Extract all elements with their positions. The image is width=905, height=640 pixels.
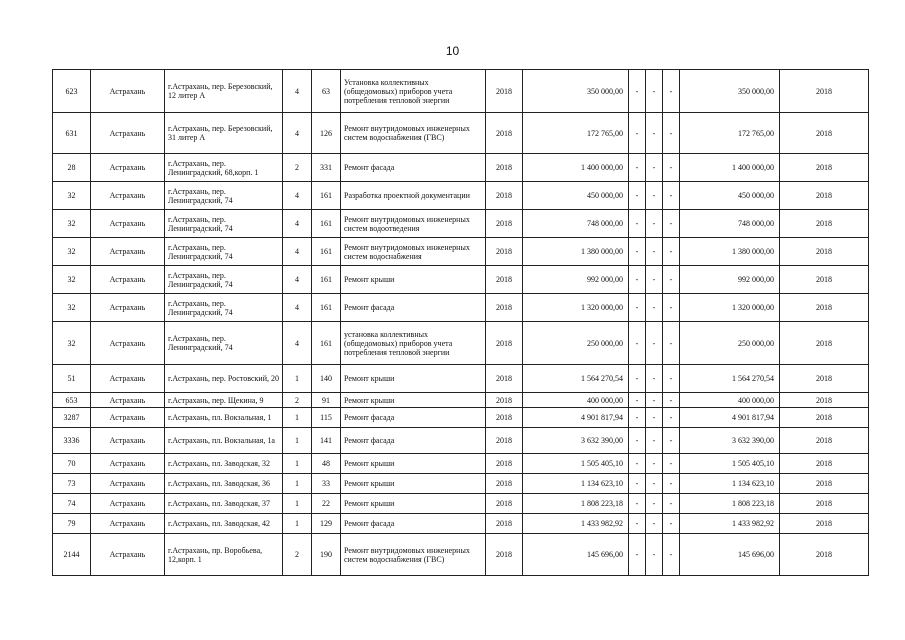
- cell-amount: 1 433 982,92: [523, 514, 629, 534]
- cell-total: 992 000,00: [680, 266, 780, 294]
- cell-work-type: Ремонт крыши: [341, 365, 486, 393]
- cell-id: 623: [53, 70, 91, 113]
- cell-amount: 350 000,00: [523, 70, 629, 113]
- cell-total: 748 000,00: [680, 210, 780, 238]
- cell-col5: 33: [312, 474, 341, 494]
- cell-dash-3: -: [663, 408, 680, 428]
- cell-dash-2: -: [646, 365, 663, 393]
- cell-city: Астрахань: [91, 393, 165, 408]
- cell-end-year: 2018: [780, 322, 869, 365]
- cell-city: Астрахань: [91, 113, 165, 154]
- table-row: [53, 210, 869, 238]
- cell-address: г.Астрахань, пер. Ленинградский, 74: [165, 210, 283, 238]
- cell-dash-1: -: [629, 428, 646, 454]
- cell-city: Астрахань: [91, 294, 165, 322]
- cell-address: г.Астрахань, пер. Ленинградский, 68,корп. 1: [165, 154, 283, 182]
- cell-year: 2018: [486, 322, 523, 365]
- cell-year: 2018: [486, 494, 523, 514]
- cell-address: г.Астрахань, пер. Ленинградский, 74: [165, 182, 283, 210]
- cell-address: г.Астрахань, пл. Заводская, 37: [165, 494, 283, 514]
- cell-dash-3: -: [663, 210, 680, 238]
- cell-city: Астрахань: [91, 238, 165, 266]
- cell-dash-3: -: [663, 365, 680, 393]
- cell-dash-1: -: [629, 70, 646, 113]
- cell-amount: 1 400 000,00: [523, 154, 629, 182]
- table-row: [53, 393, 869, 408]
- cell-dash-3: -: [663, 70, 680, 113]
- cell-work-type: Ремонт внутридомовых инженерных систем водоотведения: [341, 210, 486, 238]
- cell-dash-2: -: [646, 154, 663, 182]
- cell-total: 1 134 623,10: [680, 474, 780, 494]
- cell-dash-3: -: [663, 113, 680, 154]
- cell-total: 1 433 982,92: [680, 514, 780, 534]
- table-row: [53, 70, 869, 113]
- cell-id: 32: [53, 210, 91, 238]
- cell-col4: 1: [283, 454, 312, 474]
- cell-address: г.Астрахань, пр. Воробьева, 12,корп. 1: [165, 534, 283, 576]
- cell-amount: 1 320 000,00: [523, 294, 629, 322]
- cell-dash-3: -: [663, 294, 680, 322]
- cell-year: 2018: [486, 154, 523, 182]
- cell-col5: 48: [312, 454, 341, 474]
- cell-year: 2018: [486, 70, 523, 113]
- table-row: [53, 238, 869, 266]
- cell-col4: 2: [283, 534, 312, 576]
- cell-id: 32: [53, 294, 91, 322]
- table-row: [53, 474, 869, 494]
- cell-id: 631: [53, 113, 91, 154]
- cell-address: г.Астрахань, пл. Вокзальная, 1: [165, 408, 283, 428]
- cell-dash-2: -: [646, 428, 663, 454]
- cell-amount: 172 765,00: [523, 113, 629, 154]
- cell-amount: 1 505 405,10: [523, 454, 629, 474]
- table-row: [53, 266, 869, 294]
- cell-end-year: 2018: [780, 266, 869, 294]
- cell-col5: 161: [312, 210, 341, 238]
- cell-city: Астрахань: [91, 534, 165, 576]
- table-row: [53, 113, 869, 154]
- cell-amount: 250 000,00: [523, 322, 629, 365]
- cell-year: 2018: [486, 238, 523, 266]
- cell-city: Астрахань: [91, 494, 165, 514]
- cell-dash-2: -: [646, 534, 663, 576]
- cell-col4: 4: [283, 266, 312, 294]
- cell-id: 70: [53, 454, 91, 474]
- cell-address: г.Астрахань, пер. Ленинградский, 74: [165, 294, 283, 322]
- cell-total: 1 380 000,00: [680, 238, 780, 266]
- cell-col4: 4: [283, 182, 312, 210]
- cell-address: г.Астрахань, пер. Щекина, 9: [165, 393, 283, 408]
- cell-city: Астрахань: [91, 210, 165, 238]
- cell-id: 3287: [53, 408, 91, 428]
- cell-address: г.Астрахань, пл. Заводская, 42: [165, 514, 283, 534]
- cell-id: 74: [53, 494, 91, 514]
- cell-dash-1: -: [629, 534, 646, 576]
- cell-dash-3: -: [663, 238, 680, 266]
- cell-city: Астрахань: [91, 514, 165, 534]
- cell-col5: 190: [312, 534, 341, 576]
- cell-dash-2: -: [646, 474, 663, 494]
- cell-year: 2018: [486, 474, 523, 494]
- cell-work-type: установка коллективных (общедомовых) приборов учета потребления тепловой энергии: [341, 322, 486, 365]
- cell-address: г.Астрахань, пер. Ростовский, 20: [165, 365, 283, 393]
- cell-dash-1: -: [629, 494, 646, 514]
- cell-work-type: Установка коллективных (общедомовых) приборов учета потребления тепловой энергии: [341, 70, 486, 113]
- cell-col4: 4: [283, 294, 312, 322]
- cell-dash-1: -: [629, 238, 646, 266]
- cell-dash-3: -: [663, 266, 680, 294]
- cell-city: Астрахань: [91, 154, 165, 182]
- cell-id: 28: [53, 154, 91, 182]
- table-row: [53, 365, 869, 393]
- cell-address: г.Астрахань, пер. Ленинградский, 74: [165, 238, 283, 266]
- cell-total: 145 696,00: [680, 534, 780, 576]
- cell-address: г.Астрахань, пер. Березовский, 31 литер А: [165, 113, 283, 154]
- cell-total: 400 000,00: [680, 393, 780, 408]
- cell-address: г.Астрахань, пл. Вокзальная, 1а: [165, 428, 283, 454]
- cell-col5: 161: [312, 294, 341, 322]
- table-row: [53, 182, 869, 210]
- cell-total: 1 564 270,54: [680, 365, 780, 393]
- cell-total: 250 000,00: [680, 322, 780, 365]
- cell-dash-3: -: [663, 428, 680, 454]
- cell-end-year: 2018: [780, 393, 869, 408]
- cell-dash-1: -: [629, 514, 646, 534]
- cell-address: г.Астрахань, пер. Ленинградский, 74: [165, 266, 283, 294]
- cell-amount: 1 380 000,00: [523, 238, 629, 266]
- cell-work-type: Ремонт крыши: [341, 393, 486, 408]
- cell-col5: 63: [312, 70, 341, 113]
- cell-dash-2: -: [646, 70, 663, 113]
- cell-work-type: Ремонт крыши: [341, 454, 486, 474]
- cell-id: 32: [53, 182, 91, 210]
- cell-end-year: 2018: [780, 210, 869, 238]
- cell-dash-2: -: [646, 182, 663, 210]
- cell-dash-1: -: [629, 154, 646, 182]
- table-row: [53, 294, 869, 322]
- cell-amount: 748 000,00: [523, 210, 629, 238]
- cell-city: Астрахань: [91, 454, 165, 474]
- cell-dash-1: -: [629, 294, 646, 322]
- cell-amount: 1 134 623,10: [523, 474, 629, 494]
- cell-work-type: Ремонт внутридомовых инженерных систем водоснабжения (ГВС): [341, 534, 486, 576]
- cell-id: 3336: [53, 428, 91, 454]
- cell-id: 51: [53, 365, 91, 393]
- cell-dash-2: -: [646, 210, 663, 238]
- cell-total: 1 400 000,00: [680, 154, 780, 182]
- cell-work-type: Ремонт фасада: [341, 428, 486, 454]
- cell-end-year: 2018: [780, 294, 869, 322]
- cell-id: 73: [53, 474, 91, 494]
- cell-id: 32: [53, 322, 91, 365]
- cell-id: 32: [53, 266, 91, 294]
- cell-dash-3: -: [663, 182, 680, 210]
- cell-end-year: 2018: [780, 514, 869, 534]
- cell-col4: 1: [283, 474, 312, 494]
- cell-dash-3: -: [663, 514, 680, 534]
- cell-col5: 141: [312, 428, 341, 454]
- cell-end-year: 2018: [780, 113, 869, 154]
- cell-end-year: 2018: [780, 182, 869, 210]
- cell-id: 2144: [53, 534, 91, 576]
- cell-total: 3 632 390,00: [680, 428, 780, 454]
- table-body: [53, 70, 869, 576]
- cell-year: 2018: [486, 408, 523, 428]
- cell-year: 2018: [486, 182, 523, 210]
- cell-year: 2018: [486, 266, 523, 294]
- cell-work-type: Ремонт крыши: [341, 266, 486, 294]
- cell-end-year: 2018: [780, 408, 869, 428]
- cell-year: 2018: [486, 113, 523, 154]
- cell-address: г.Астрахань, пер. Ленинградский, 74: [165, 322, 283, 365]
- page-number: 10: [445, 44, 460, 58]
- cell-work-type: Ремонт крыши: [341, 494, 486, 514]
- cell-total: 450 000,00: [680, 182, 780, 210]
- cell-col4: 4: [283, 322, 312, 365]
- cell-work-type: Ремонт фасада: [341, 514, 486, 534]
- cell-col5: 161: [312, 238, 341, 266]
- cell-amount: 1 564 270,54: [523, 365, 629, 393]
- cell-end-year: 2018: [780, 454, 869, 474]
- cell-end-year: 2018: [780, 534, 869, 576]
- cell-dash-1: -: [629, 408, 646, 428]
- cell-col4: 1: [283, 494, 312, 514]
- cell-total: 350 000,00: [680, 70, 780, 113]
- cell-city: Астрахань: [91, 266, 165, 294]
- cell-year: 2018: [486, 210, 523, 238]
- cell-end-year: 2018: [780, 494, 869, 514]
- cell-col5: 91: [312, 393, 341, 408]
- cell-dash-3: -: [663, 322, 680, 365]
- cell-col5: 161: [312, 266, 341, 294]
- cell-dash-2: -: [646, 266, 663, 294]
- cell-city: Астрахань: [91, 70, 165, 113]
- cell-col4: 4: [283, 210, 312, 238]
- cell-id: 32: [53, 238, 91, 266]
- table-row: [53, 494, 869, 514]
- cell-end-year: 2018: [780, 428, 869, 454]
- cell-id: 79: [53, 514, 91, 534]
- cell-end-year: 2018: [780, 154, 869, 182]
- cell-work-type: Ремонт фасада: [341, 408, 486, 428]
- cell-total: 1 505 405,10: [680, 454, 780, 474]
- cell-work-type: Ремонт внутридомовых инженерных систем водоснабжения: [341, 238, 486, 266]
- cell-total: 172 765,00: [680, 113, 780, 154]
- cell-year: 2018: [486, 534, 523, 576]
- cell-dash-2: -: [646, 408, 663, 428]
- cell-dash-1: -: [629, 266, 646, 294]
- repair-schedule-table: [52, 69, 869, 576]
- cell-dash-3: -: [663, 393, 680, 408]
- cell-year: 2018: [486, 454, 523, 474]
- cell-col5: 140: [312, 365, 341, 393]
- cell-dash-2: -: [646, 393, 663, 408]
- cell-amount: 992 000,00: [523, 266, 629, 294]
- cell-end-year: 2018: [780, 365, 869, 393]
- cell-total: 1 808 223,18: [680, 494, 780, 514]
- table-row: [53, 322, 869, 365]
- cell-end-year: 2018: [780, 474, 869, 494]
- cell-amount: 1 808 223,18: [523, 494, 629, 514]
- cell-amount: 4 901 817,94: [523, 408, 629, 428]
- cell-dash-3: -: [663, 534, 680, 576]
- cell-dash-2: -: [646, 454, 663, 474]
- cell-city: Астрахань: [91, 182, 165, 210]
- table-row: [53, 428, 869, 454]
- cell-address: г.Астрахань, пер. Березовский, 12 литер А: [165, 70, 283, 113]
- cell-dash-1: -: [629, 113, 646, 154]
- cell-address: г.Астрахань, пл. Заводская, 36: [165, 474, 283, 494]
- cell-city: Астрахань: [91, 365, 165, 393]
- cell-dash-1: -: [629, 322, 646, 365]
- cell-year: 2018: [486, 365, 523, 393]
- cell-col5: 161: [312, 182, 341, 210]
- cell-amount: 450 000,00: [523, 182, 629, 210]
- cell-col4: 2: [283, 393, 312, 408]
- cell-col4: 4: [283, 113, 312, 154]
- cell-col5: 126: [312, 113, 341, 154]
- table-row: [53, 534, 869, 576]
- cell-col4: 1: [283, 514, 312, 534]
- cell-dash-2: -: [646, 494, 663, 514]
- cell-id: 653: [53, 393, 91, 408]
- cell-end-year: 2018: [780, 238, 869, 266]
- cell-col4: 1: [283, 365, 312, 393]
- cell-dash-1: -: [629, 210, 646, 238]
- cell-address: г.Астрахань, пл. Заводская, 32: [165, 454, 283, 474]
- cell-dash-2: -: [646, 514, 663, 534]
- cell-city: Астрахань: [91, 408, 165, 428]
- cell-dash-1: -: [629, 365, 646, 393]
- cell-col5: 129: [312, 514, 341, 534]
- cell-amount: 400 000,00: [523, 393, 629, 408]
- cell-work-type: Ремонт крыши: [341, 474, 486, 494]
- cell-year: 2018: [486, 514, 523, 534]
- cell-dash-1: -: [629, 474, 646, 494]
- cell-end-year: 2018: [780, 70, 869, 113]
- cell-work-type: Ремонт фасада: [341, 154, 486, 182]
- cell-dash-2: -: [646, 238, 663, 266]
- cell-dash-2: -: [646, 113, 663, 154]
- cell-col5: 331: [312, 154, 341, 182]
- table-row: [53, 408, 869, 428]
- cell-col4: 1: [283, 408, 312, 428]
- cell-city: Астрахань: [91, 428, 165, 454]
- cell-col4: 4: [283, 238, 312, 266]
- cell-total: 4 901 817,94: [680, 408, 780, 428]
- cell-year: 2018: [486, 428, 523, 454]
- cell-dash-3: -: [663, 474, 680, 494]
- table-row: [53, 454, 869, 474]
- cell-dash-2: -: [646, 294, 663, 322]
- cell-city: Астрахань: [91, 322, 165, 365]
- cell-total: 1 320 000,00: [680, 294, 780, 322]
- cell-work-type: Ремонт фасада: [341, 294, 486, 322]
- cell-dash-3: -: [663, 154, 680, 182]
- table-row: [53, 514, 869, 534]
- cell-work-type: Ремонт внутридомовых инженерных систем водоснабжения (ГВС): [341, 113, 486, 154]
- cell-dash-1: -: [629, 182, 646, 210]
- cell-col4: 1: [283, 428, 312, 454]
- cell-col5: 115: [312, 408, 341, 428]
- cell-dash-2: -: [646, 322, 663, 365]
- table-row: [53, 154, 869, 182]
- cell-col5: 161: [312, 322, 341, 365]
- cell-amount: 145 696,00: [523, 534, 629, 576]
- cell-col4: 4: [283, 70, 312, 113]
- cell-col5: 22: [312, 494, 341, 514]
- cell-amount: 3 632 390,00: [523, 428, 629, 454]
- cell-work-type: Разработка проектной документации: [341, 182, 486, 210]
- cell-dash-3: -: [663, 454, 680, 474]
- cell-dash-1: -: [629, 454, 646, 474]
- cell-dash-1: -: [629, 393, 646, 408]
- cell-col4: 2: [283, 154, 312, 182]
- cell-dash-3: -: [663, 494, 680, 514]
- cell-city: Астрахань: [91, 474, 165, 494]
- cell-year: 2018: [486, 294, 523, 322]
- cell-year: 2018: [486, 393, 523, 408]
